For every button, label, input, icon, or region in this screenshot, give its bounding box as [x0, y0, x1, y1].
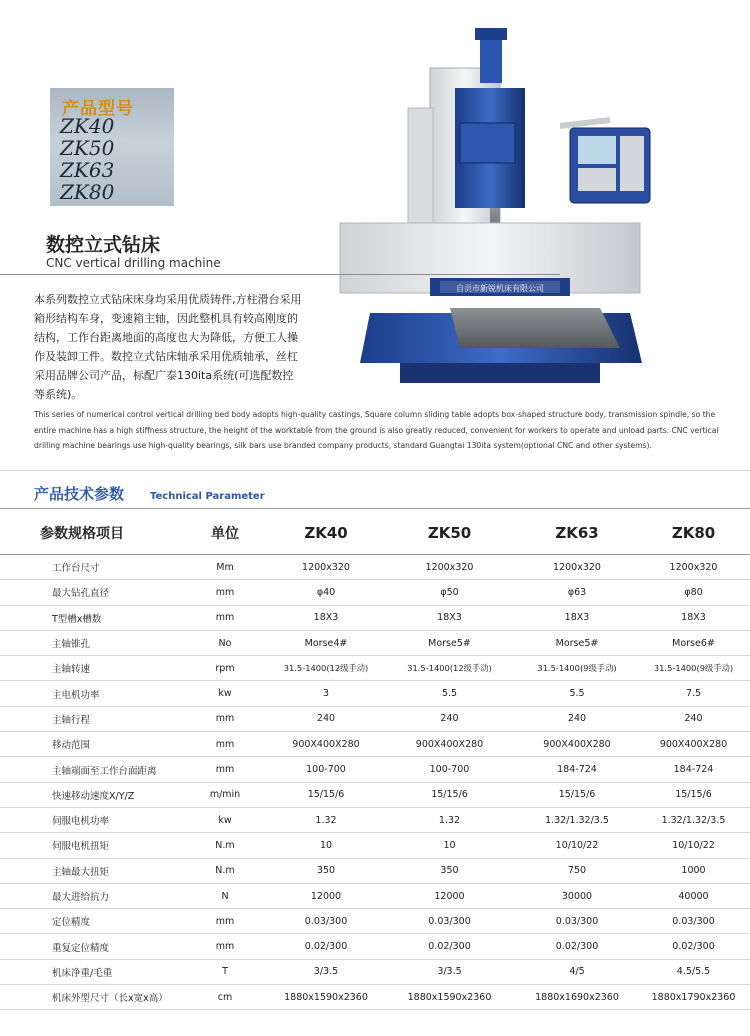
spec-value: 1200x320 [553, 561, 601, 573]
spec-value: 1.32/1.32/3.5 [545, 814, 609, 826]
description-en: This series of numerical control vertical drilling bed body adopts high-quality castings, Square column sliding table adopts box-shaped structure body, transmission spindle, so the entire machine has a high stiffness structure, the height of the worktable from the ground is also greatly reduced, convenient for workers to operate and unload parts. CNC vertical drilling machine bearings use high-quality bearings, silk bars use branded company products, standard Guangtai 130ita system(optional CNC and other systems). [34, 410, 719, 450]
table-row [0, 884, 750, 909]
spec-unit: mm [215, 764, 235, 776]
header-cell: ZK50 [427, 524, 472, 542]
table-row [0, 606, 750, 631]
spec-value: 350 [440, 865, 459, 877]
table-row [0, 757, 750, 782]
table-row [0, 934, 750, 959]
spec-value: 12000 [310, 890, 342, 902]
spec-unit: N.m [215, 839, 235, 851]
description-divider [0, 470, 750, 471]
spec-value: 15/15/6 [307, 789, 345, 801]
spec-value: Morse5# [555, 637, 599, 649]
spec-table-header [0, 512, 750, 555]
spec-item-name: 定位精度 [52, 917, 91, 929]
spec-value: 10 [443, 839, 456, 851]
spec-value: 31.5-1400(9级手动) [537, 663, 617, 674]
table-row [0, 681, 750, 706]
spec-value: 1880x1590x2360 [284, 991, 368, 1003]
model-list-heading: 产品型号 [62, 99, 134, 119]
spec-item-name: T型槽x槽数 [52, 613, 102, 625]
spec-item-name: 主轴行程 [52, 714, 91, 726]
spec-item-name: 主轴锥孔 [52, 639, 91, 651]
spec-value: 1.32/1.32/3.5 [661, 814, 726, 826]
spec-unit: kw [218, 814, 232, 826]
spec-unit: rpm [215, 662, 235, 674]
spec-value: 5.5 [441, 688, 458, 700]
spec-unit: N.m [215, 865, 235, 877]
spec-value: 0.03/300 [428, 915, 471, 927]
model-item: ZK80 [60, 180, 115, 204]
table-row [0, 985, 750, 1010]
spec-unit: mm [215, 941, 235, 953]
table-row [0, 707, 750, 732]
table-row [0, 580, 750, 605]
header-cell: 单位 [211, 526, 239, 542]
spec-item-name: 伺服电机功率 [52, 816, 110, 828]
spec-item-name: 工作台尺寸 [52, 563, 100, 575]
spec-unit: T [222, 966, 228, 978]
spec-value: 1880x1590x2360 [407, 991, 492, 1003]
spec-item-name: 最大钻孔直径 [52, 588, 110, 600]
spec-value: Morse6# [672, 637, 715, 649]
header-cell: 参数规格项目 [40, 526, 124, 542]
model-item: ZK40 [60, 114, 115, 138]
spec-value: 1200x320 [425, 561, 474, 573]
spec-value: 1200x320 [669, 561, 718, 573]
header-cell: ZK63 [555, 524, 599, 542]
spec-value: 0.03/300 [672, 915, 715, 927]
spec-item-name: 主轴转速 [52, 664, 91, 676]
table-row [0, 783, 750, 808]
table-row [0, 808, 750, 833]
spec-value: 1200x320 [302, 561, 350, 573]
spec-value: 15/15/6 [431, 789, 468, 801]
spec-unit: N [221, 890, 229, 902]
spec-value: 31.5-1400(12级手动) [283, 663, 369, 674]
table-row [0, 833, 750, 858]
table-row [0, 859, 750, 884]
spec-unit: mm [215, 738, 235, 750]
spec-value: φ50 [440, 586, 459, 598]
table-row [0, 960, 750, 985]
spec-value: 18X3 [313, 612, 339, 624]
spec-value: 350 [316, 865, 336, 877]
spec-value: 31.5-1400(9级手动) [653, 663, 734, 674]
spec-value: 184-724 [557, 764, 597, 776]
spec-unit: mm [215, 713, 235, 725]
spec-value: 7.5 [685, 688, 702, 700]
spec-value: 10/10/22 [555, 839, 599, 851]
spec-item-name: 主轴最大扭矩 [52, 866, 110, 878]
product-title-en: CNC vertical drilling machine [46, 256, 221, 270]
spec-value: φ40 [316, 586, 336, 598]
spec-value: 0.03/300 [555, 915, 599, 927]
spec-value: 184-724 [673, 764, 714, 776]
spec-section-title-en: Technical Parameter [150, 491, 265, 502]
spec-section-title-zh: 产品技术参数 [34, 485, 125, 503]
title-divider [0, 274, 560, 275]
spec-value: Morse5# [428, 637, 471, 649]
model-item: ZK50 [60, 136, 115, 160]
spec-value: 240 [567, 713, 587, 725]
spec-item-name: 伺服电机扭矩 [52, 841, 110, 853]
spec-value: 240 [440, 713, 459, 725]
spec-value: 1880x1790x2360 [651, 991, 736, 1003]
spec-item-name: 主电机功率 [52, 689, 100, 701]
header-cell: ZK80 [671, 524, 716, 542]
table-row [0, 909, 750, 934]
spec-value: φ63 [567, 586, 587, 598]
spec-unit: cm [217, 991, 233, 1003]
spec-value: 1000 [681, 865, 706, 877]
spec-value: 31.5-1400(12级手动) [407, 663, 492, 674]
description-zh: 本系列数控立式钻床床身均采用优质铸件,方柱滑台采用箱形结构车身，变速箱主轴，因此整机具有较高刚度的结构，工作台距离地面的高度也大为降低，方便工人操作及装卸工件。数控立式钻床轴承采用优质轴承，丝杠采用品牌公司产品，标配广泰130ita系统(可选配数控等系统)。 [34, 293, 302, 401]
spec-value: 240 [316, 713, 336, 725]
spec-value: 900X400X280 [659, 738, 728, 750]
spec-value: 1880x1690x2360 [535, 991, 619, 1003]
spec-value: 0.03/300 [304, 915, 348, 927]
spec-value: 1.32 [438, 814, 461, 826]
spec-item-name: 最大进给抗力 [52, 892, 110, 903]
spec-value: 900X400X280 [415, 738, 484, 750]
spec-item-name: 主轴端面至工作台面距离 [52, 765, 157, 777]
spec-value: 3/3.5 [313, 966, 339, 978]
spec-unit: Mm [216, 561, 234, 573]
spec-unit: kw [218, 688, 232, 700]
spec-value: 18X3 [681, 612, 706, 624]
spec-value: 3 [322, 688, 330, 700]
spec-value: 750 [567, 865, 587, 877]
header-cell: ZK40 [304, 524, 348, 542]
spec-value: φ80 [684, 586, 703, 598]
spec-value: 4.5/5.5 [676, 966, 711, 978]
product-title-zh: 数控立式钻床 [46, 234, 161, 256]
spec-value: 100-700 [429, 764, 470, 776]
spec-value: 10/10/22 [672, 839, 715, 851]
table-row [0, 631, 750, 656]
spec-value: 0.02/300 [428, 941, 471, 953]
table-row [0, 732, 750, 757]
spec-value: 15/15/6 [675, 789, 712, 801]
spec-value: 15/15/6 [558, 789, 596, 801]
spec-unit: mm [215, 915, 235, 927]
spec-unit: mm [215, 586, 235, 598]
spec-item-name: 快速移动速度X/Y/Z [52, 790, 135, 802]
spec-value: 0.02/300 [555, 941, 599, 953]
drilling-machine-illustration [330, 28, 660, 393]
model-item: ZK63 [60, 158, 115, 182]
spec-value: 10 [319, 839, 333, 851]
spec-item-name: 重复定位精度 [52, 942, 110, 954]
spec-value: 900X400X280 [292, 738, 360, 750]
model-list-box [50, 88, 174, 206]
spec-value: 240 [684, 713, 703, 725]
table-row [0, 555, 750, 580]
spec-value: 100-700 [306, 764, 346, 776]
spec-item-name: 机床外型尺寸（长x宽x高） [52, 993, 168, 1005]
spec-unit: m/min [209, 789, 241, 801]
spec-value: 30000 [561, 890, 593, 902]
spec-unit: mm [215, 612, 235, 624]
spec-value: 5.5 [569, 688, 585, 700]
spec-value: 0.02/300 [672, 941, 715, 953]
spec-value: 18X3 [437, 612, 462, 624]
spec-value: 18X3 [564, 612, 590, 624]
table-row [0, 656, 750, 681]
spec-table [0, 512, 750, 1010]
spec-value: 3/3.5 [437, 966, 462, 978]
spec-unit: No [218, 637, 232, 649]
spec-value: 0.02/300 [304, 941, 348, 953]
spec-value: Morse4# [304, 637, 348, 649]
machine-label: 自贡市新锐机床有限公司 [456, 284, 544, 293]
spec-value: 900X400X280 [543, 738, 611, 750]
spec-section-divider [0, 508, 750, 509]
spec-value: 1.32 [315, 814, 337, 826]
spec-value: 12000 [434, 890, 465, 902]
spec-item-name: 移动范围 [52, 740, 91, 752]
spec-item-name: 机床净重/毛重 [52, 967, 113, 979]
spec-value: 40000 [678, 890, 709, 902]
spec-value: 4/5 [569, 966, 585, 978]
